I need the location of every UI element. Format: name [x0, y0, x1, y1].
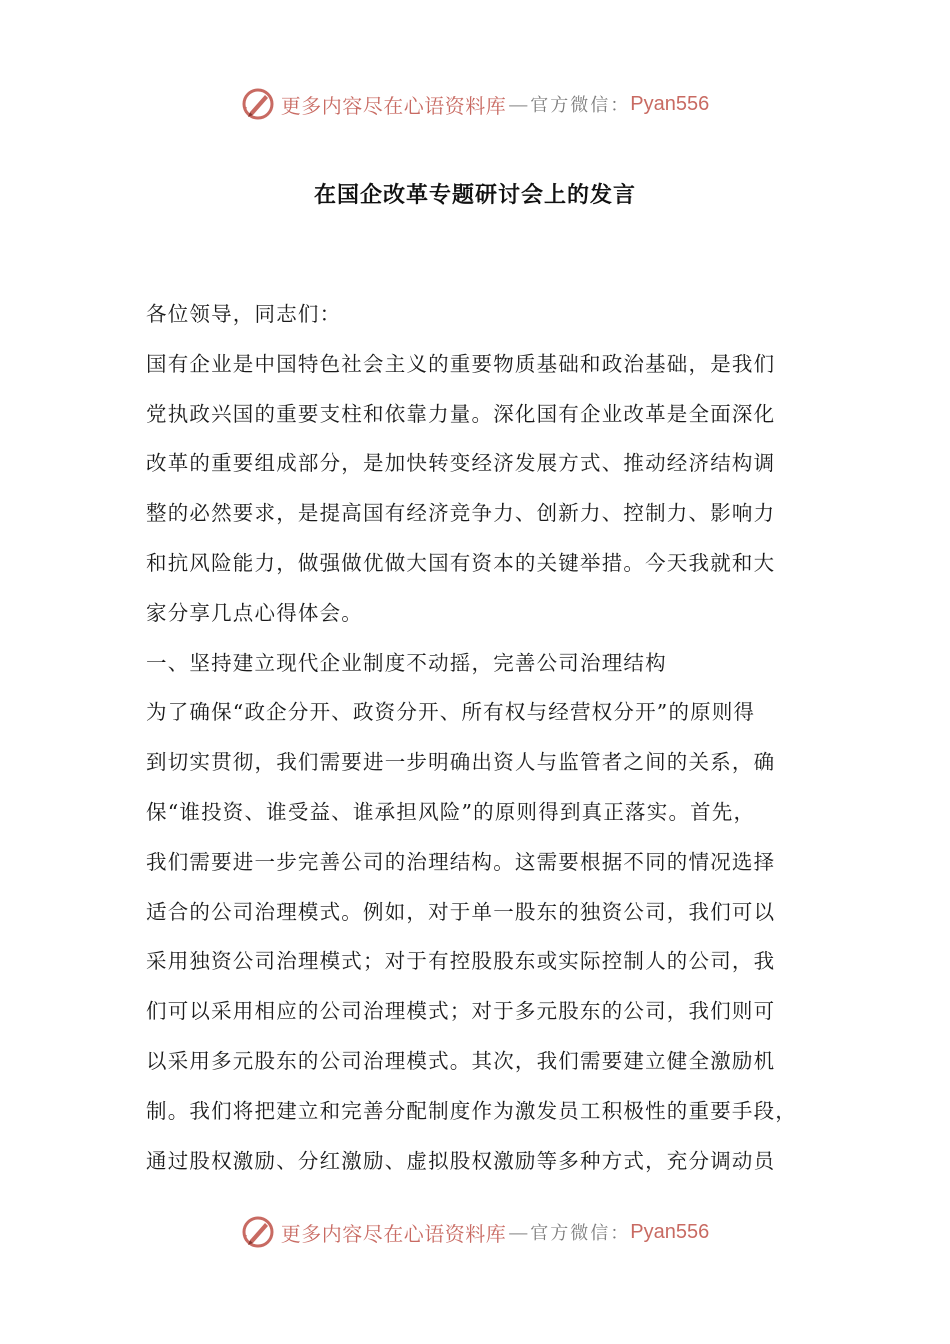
text-line: 我们需要进一步完善公司的治理结构。这需要根据不同的情况选择 — [146, 849, 776, 874]
text-line: 到切实贯彻，我们需要进一步明确出资人与监管者之间的关系，确 — [146, 750, 776, 775]
text-line: 制。我们将把建立和完善分配制度作为激发员工积极性的重要手段， — [146, 1098, 797, 1123]
text-line: 和抗风险能力，做强做优做大国有资本的关键举措。今天我就和大 — [146, 550, 776, 575]
text-line: 以采用多元股东的公司治理模式。其次，我们需要建立健全激励机 — [146, 1048, 776, 1073]
banner-separator: — — [508, 92, 529, 116]
text-line: 适合的公司治理模式。例如，对于单一股东的独资公司，我们可以 — [146, 899, 776, 924]
banner-wechat-id: Pyan556 — [630, 92, 710, 115]
section-heading: 一、坚持建立现代企业制度不动摇，完善公司治理结构 — [146, 650, 667, 675]
pen-logo-icon — [241, 87, 275, 121]
header-banner — [0, 84, 950, 124]
banner-text: 更多内容尽在心语资料库 — [280, 1221, 507, 1246]
pen-logo-icon — [241, 1215, 275, 1249]
text-line: 党执政兴国的重要支柱和依靠力量。深化国有企业改革是全面深化 — [146, 401, 776, 426]
footer-banner — [0, 1212, 950, 1252]
banner-separator: — — [508, 1220, 529, 1244]
text-line: 采用独资公司治理模式；对于有控股股东或实际控制人的公司，我 — [146, 949, 776, 974]
banner-wechat-id: Pyan556 — [630, 1220, 710, 1243]
document-body — [146, 290, 826, 1186]
text-line: 国有企业是中国特色社会主义的重要物质基础和政治基础，是我们 — [146, 351, 776, 376]
text-line: 通过股权激励、分红激励、虚拟股权激励等多种方式，充分调动员 — [146, 1148, 776, 1173]
text-line: 为了确保“政企分开、政资分开、所有权与经营权分开”的原则得 — [146, 700, 756, 725]
text-line: 整的必然要求，是提高国有经济竞争力、创新力、控制力、影响力 — [146, 501, 776, 526]
banner-official-label: 官方微信： — [530, 1223, 631, 1244]
text-line: 家分享几点心得体会。 — [146, 600, 363, 625]
banner-official-label: 官方微信： — [530, 95, 631, 116]
document-title: 在国企改革专题研讨会上的发言 — [313, 183, 636, 208]
banner-text: 更多内容尽在心语资料库 — [280, 93, 507, 118]
text-line: 各位领导，同志们： — [146, 302, 342, 326]
text-line: 们可以采用相应的公司治理模式；对于多元股东的公司，我们则可 — [146, 999, 776, 1024]
text-line: 保“谁投资、谁受益、谁承担风险”的原则得到真正落实。首先， — [146, 799, 756, 824]
text-line: 改革的重要组成部分，是加快转变经济发展方式、推动经济结构调 — [146, 451, 776, 476]
